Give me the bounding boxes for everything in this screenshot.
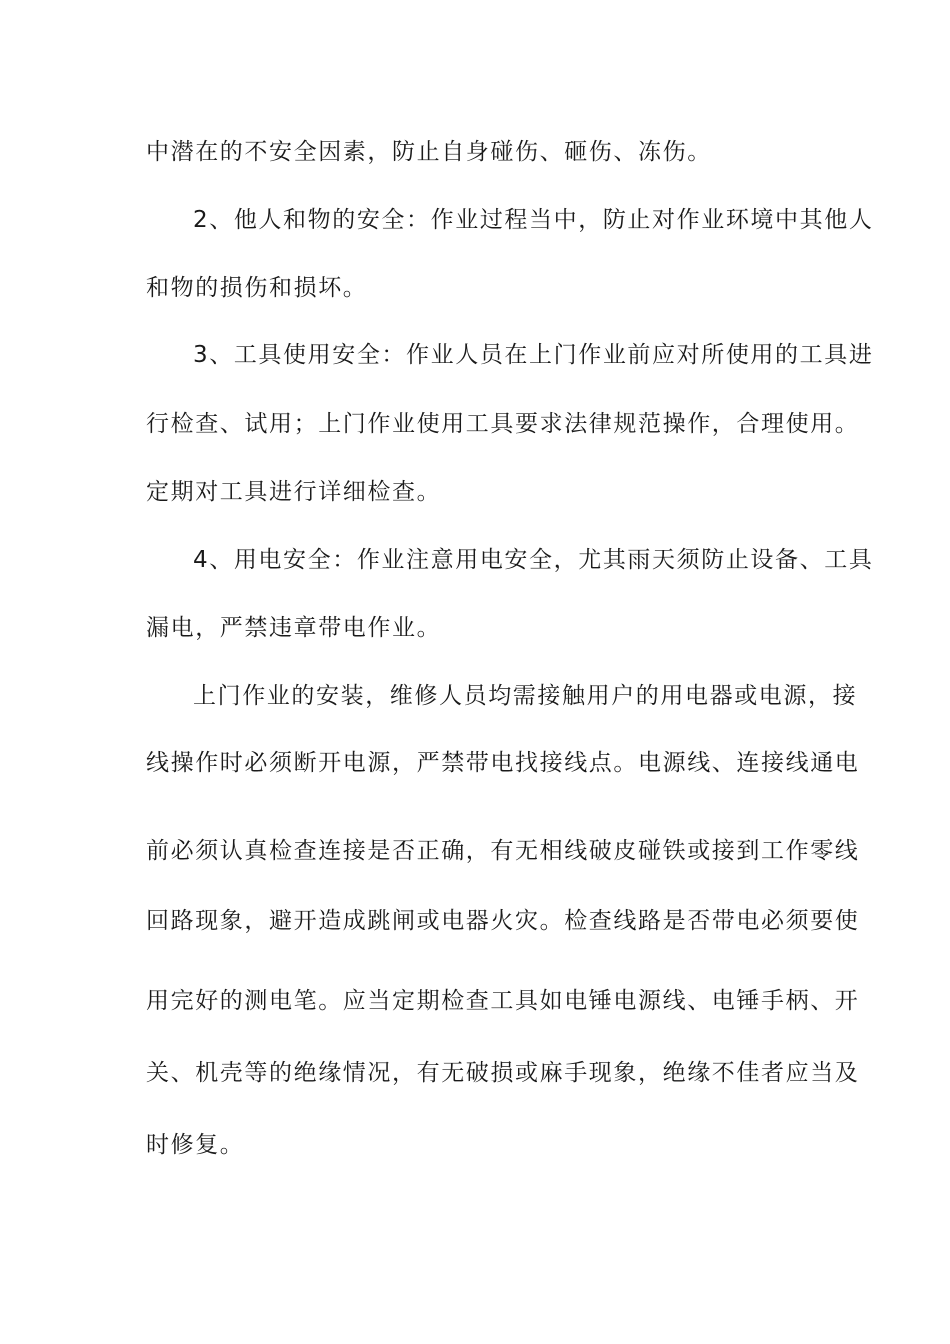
text-line: 关、机壳等的绝缘情况，有无破损或麻手现象，绝缘不佳者应当及 [146,1060,860,1086]
text-line: 前必须认真检查连接是否正确，有无相线破皮碰铁或接到工作零线 [146,838,860,864]
text-line: 行检查、试用；上门作业使用工具要求法律规范操作，合理使用。 [146,411,860,437]
text-line: 用完好的测电笔。应当定期检查工具如电锤电源线、电锤手柄、开 [146,988,860,1014]
text-line: 上门作业的安装，维修人员均需接触用户的用电器或电源，接 [193,683,858,709]
text-line: 中潜在的不安全因素，防止自身碰伤、砸伤、冻伤。 [146,139,712,165]
text-line: 和物的损伤和损坏。 [146,275,368,301]
text-line: 回路现象，避开造成跳闸或电器火灾。检查线路是否带电必须要使 [146,908,860,934]
text-line: 4、用电安全：作业注意用电安全，尤其雨天须防止设备、工具 [193,547,874,573]
text-line: 线操作时必须断开电源，严禁带电找接线点。电源线、连接线通电 [146,750,860,776]
text-line: 3、工具使用安全：作业人员在上门作业前应对所使用的工具进 [193,342,874,368]
text-line: 定期对工具进行详细检查。 [146,479,442,505]
text-line: 2、他人和物的安全：作业过程当中，防止对作业环境中其他人 [193,207,874,233]
text-line: 时修复。 [146,1132,245,1158]
text-line: 漏电，严禁违章带电作业。 [146,615,442,641]
